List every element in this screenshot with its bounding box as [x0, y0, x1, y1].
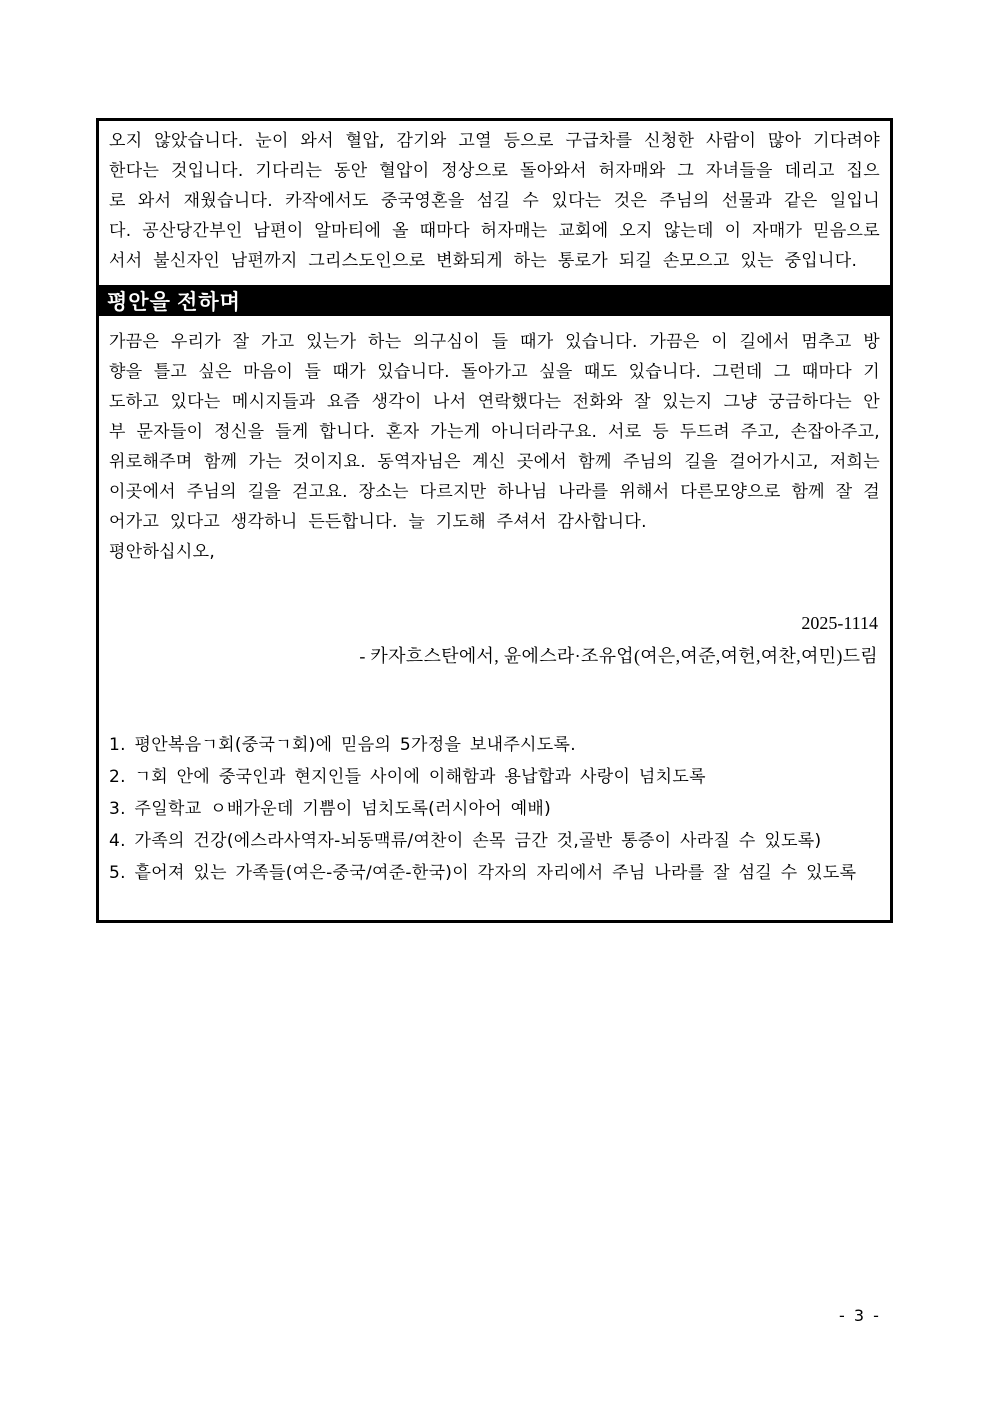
letter-date: 2025-1114	[801, 613, 878, 633]
prayer-item-1: 1. 평안복음ㄱ회(중국ㄱ회)에 믿음의 5가정을 보내주시도록.	[109, 735, 576, 755]
letter-signature: - 카자흐스탄에서, 윤에스라·조유업(여은,여준,여헌,여찬,여민)드림	[359, 646, 878, 666]
prayer-item-2: 2. ㄱ회 안에 중국인과 현지인들 사이에 이해함과 용납합과 사랑이 넘치도록	[109, 767, 706, 787]
prayer-request-list	[99, 729, 890, 889]
section-title: 평안을 전하며	[107, 289, 241, 314]
letter-closing: 평안하십시오,	[109, 542, 216, 562]
letter-border-box	[96, 118, 893, 923]
prayer-item-5: 5. 흩어져 있는 가족들(여은-중국/여준-한국)이 각자의 자리에서 주님 나라를 잘 섬길 수 있도록	[109, 863, 857, 883]
prayer-item-4: 4. 가족의 건강(에스라사역자-뇌동맥류/여찬이 손목 금간 것,골반 통증이 사라질 수 있도록)	[109, 831, 822, 851]
page-number: - 3 -	[839, 1306, 881, 1325]
prayer-item-3: 3. 주일학교 ㅇ배가운데 기쁨이 넘치도록(러시아어 예배)	[109, 799, 552, 819]
letter-paragraph-2: 가끔은 우리가 잘 가고 있는가 하는 의구심이 들 때가 있습니다. 가끔은 이 길에서 멈추고 방향을 틀고 싶은 마음이 들 때가 있습니다. 돌아가고 싶을 때도 있습니다. 그런데 그 때마다 기도하고 있다는 메시지들과 요즘 생각이 나서 연락했다는 전화와 잘 있는지 그냥 궁금하다는 안부 문자들이 정신을 들게 합니다. 혼자 가는게 아니더라구요. 서로 등 두드려 주고, 손잡아주고, 위로해주며 함께 가는 것이지요. 동역자님은 계신 곳에서 함께 주님의 길을 걸어가시고, 저희는 이곳에서 주님의 길을 걷고요. 장소는 다르지만 하나님 나라를 위해서 다른모양으로 함께 잘 걸어가고 있다고 생각하니 든든합니다. 늘 기도해 주셔서 감사합니다.	[109, 332, 880, 532]
letter-paragraph-1: 오지 않았습니다. 눈이 와서 혈압, 감기와 고열 등으로 구급차를 신청한 사람이 많아 기다려야 한다는 것입니다. 기다리는 동안 혈압이 정상으로 돌아와서 허자매와 그 자녀들을 데리고 집으로 와서 재웠습니다. 카작에서도 중국영혼을 섬길 수 있다는 것은 주님의 선물과 같은 일입니다. 공산당간부인 남편이 알마티에 올 때마다 허자매는 교회에 오지 않는데 이 자매가 믿음으로 서서 불신자인 남편까지 그리스도인으로 변화되게 하는 통로가 되길 손모으고 있는 중입니다.	[109, 131, 880, 271]
section-header-bar	[99, 285, 890, 316]
